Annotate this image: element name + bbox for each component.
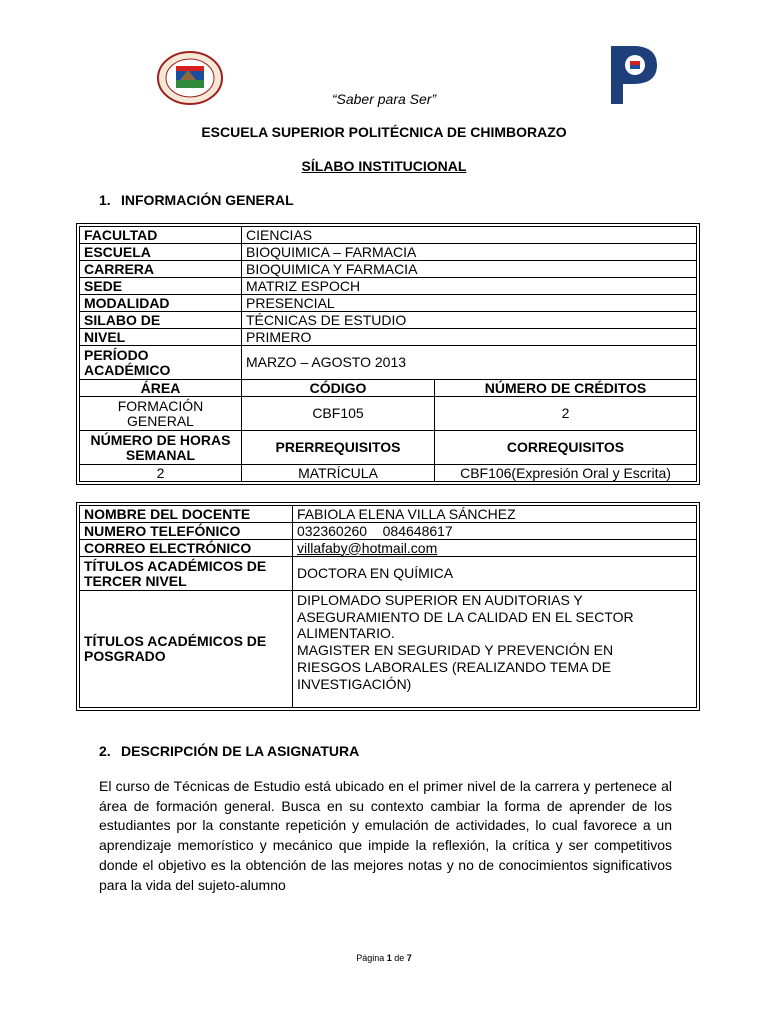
info-value: MATRIZ ESPOCH: [242, 278, 697, 295]
postgrad-line: RIESGOS LABORALES (REALIZANDO TEMA DE: [297, 658, 612, 675]
postgrad-label: TÍTULOS ACADÉMICOS DE POSGRADO: [80, 591, 293, 708]
table-row: [80, 278, 697, 295]
info-label: NIVEL: [80, 329, 242, 346]
info-label: FACULTAD: [80, 227, 242, 244]
section-2-number: 2.: [99, 743, 111, 759]
table-row: [80, 591, 697, 708]
table-row: [80, 295, 697, 312]
table-row: [80, 540, 697, 557]
third-level-label: TÍTULOS ACADÉMICOS DE TERCER NIVEL: [80, 557, 293, 591]
hours-value: 2: [80, 465, 242, 482]
section-1-heading: [99, 192, 294, 208]
course-description: El curso de Técnicas de Estudio está ubicado en el primer nivel de la carrera y pertenece al área de formación general. Busca en su contexto cambiar la forma de aprender de los estudiantes por la constante repetición y emulación de actividades, lo cual favorece a un aprendizaje memorístico y mecánico que impide la reflexión, la crítica y ser competitivos donde el objetivo es la obtención de las mejores notas y no de conocimientos significativos para la vida del sujeto-alumno: [99, 778, 672, 893]
postgrad-line: MAGISTER EN SEGURIDAD Y PREVENCIÓN EN: [297, 642, 614, 659]
info-label: MODALIDAD: [80, 295, 242, 312]
third-level-title: DOCTORA EN QUÍMICA: [293, 557, 697, 591]
info-value: CIENCIAS: [242, 227, 697, 244]
corequisites-value: CBF106(Expresión Oral y Escrita): [435, 465, 697, 482]
of-word: de: [394, 953, 405, 963]
page-footer: [0, 953, 768, 963]
section-1-number: 1.: [99, 192, 111, 208]
code-value: CBF105: [242, 397, 435, 431]
corequisites-header: CORREQUISITOS: [435, 431, 697, 465]
current-page: 1: [386, 953, 392, 963]
info-value: BIOQUIMICA Y FARMACIA: [242, 261, 697, 278]
table-row: [80, 397, 697, 431]
postgrad-line: ALIMENTARIO.: [297, 625, 395, 642]
info-value: PRESENCIAL: [242, 295, 697, 312]
section-2-heading: [99, 743, 359, 759]
credits-value: 2: [435, 397, 697, 431]
prerequisites-value: MATRÍCULA: [242, 465, 435, 482]
info-value: PRIMERO: [242, 329, 697, 346]
info-value: MARZO – AGOSTO 2013: [242, 346, 697, 380]
postgrad-line: INVESTIGACIÓN): [297, 675, 412, 692]
general-info-table: [79, 226, 697, 482]
info-label: SILABO DE: [80, 312, 242, 329]
table-row: [80, 557, 697, 591]
table-row: [80, 244, 697, 261]
syllabus-title: SÍLABO INSTITUCIONAL: [301, 158, 467, 174]
postgrad-line: ASEGURAMIENTO DE LA CALIDAD EN EL SECTOR: [297, 608, 634, 625]
total-pages: 7: [406, 953, 412, 963]
table-row: [80, 227, 697, 244]
hours-header: NÚMERO DE HORAS SEMANAL: [80, 431, 242, 465]
teacher-info-frame: [76, 502, 700, 711]
table-row: [80, 431, 697, 465]
section-1-title: INFORMACIÓN GENERAL: [121, 192, 294, 208]
info-value: BIOQUIMICA – FARMACIA: [242, 244, 697, 261]
table-row: [80, 523, 697, 540]
motto: “Saber para Ser”: [331, 91, 437, 107]
teacher-name: FABIOLA ELENA VILLA SÁNCHEZ: [293, 506, 697, 523]
general-info-frame: [76, 223, 700, 485]
section-2-title: DESCRIPCIÓN DE LA ASIGNATURA: [121, 743, 360, 759]
table-row: [80, 346, 697, 380]
table-row: [80, 465, 697, 482]
teacher-email-label: CORREO ELECTRÓNICO: [80, 540, 293, 557]
prerequisites-header: PRERREQUISITOS: [242, 431, 435, 465]
info-value: TÉCNICAS DE ESTUDIO: [242, 312, 697, 329]
table-row: [80, 380, 697, 397]
code-header: CÓDIGO: [242, 380, 435, 397]
teacher-phone-label: NUMERO TELEFÓNICO: [80, 523, 293, 540]
teacher-info-table: [79, 505, 697, 708]
postgrad-line: DIPLOMADO SUPERIOR EN AUDITORIAS Y: [297, 592, 583, 608]
table-row: [80, 312, 697, 329]
info-label: CARRERA: [80, 261, 242, 278]
page-word: Página: [356, 953, 385, 963]
teacher-email-link[interactable]: villafaby@hotmail.com: [293, 540, 697, 557]
info-label: ESCUELA: [80, 244, 242, 261]
table-row: [80, 261, 697, 278]
institution-name: ESCUELA SUPERIOR POLITÉCNICA DE CHIMBORAZO: [201, 124, 567, 140]
area-header: ÁREA: [80, 380, 242, 397]
info-label: SEDE: [80, 278, 242, 295]
table-row: [80, 329, 697, 346]
postgrad-titles: [293, 591, 697, 708]
credits-header: NÚMERO DE CRÉDITOS: [435, 380, 697, 397]
area-value: FORMACIÓN GENERAL: [80, 397, 242, 431]
teacher-name-label: NOMBRE DEL DOCENTE: [80, 506, 293, 523]
info-label: PERÍODO ACADÉMICO: [80, 346, 242, 380]
teacher-phone: 032360260 084648617: [293, 523, 697, 540]
table-row: [80, 506, 697, 523]
